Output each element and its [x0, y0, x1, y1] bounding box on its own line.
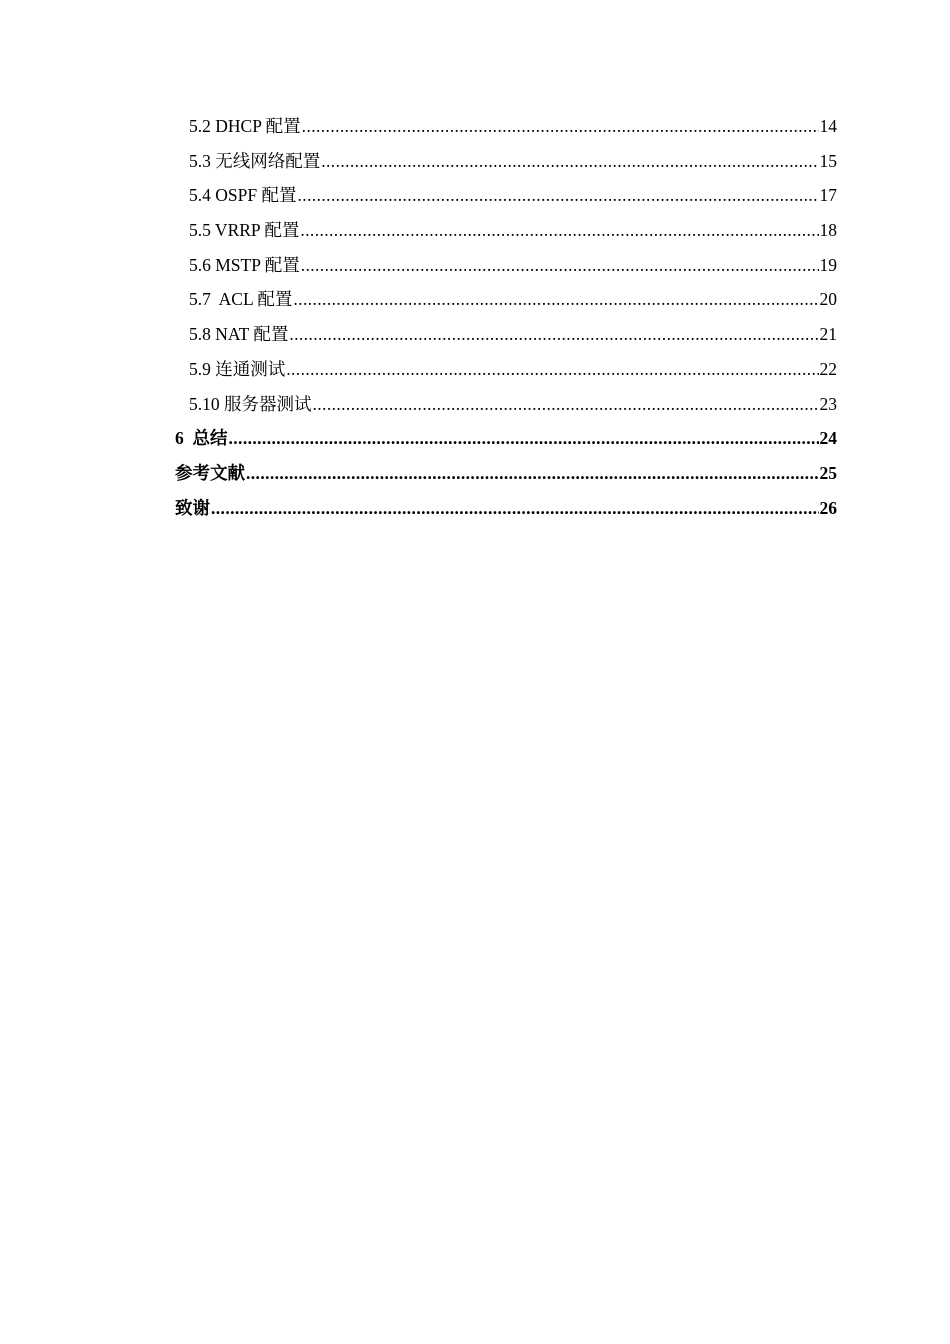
toc-entry-5-6[interactable]	[175, 248, 837, 283]
toc-entry-label: 6 总结	[175, 428, 228, 449]
toc-entry-5-9[interactable]	[175, 352, 837, 387]
toc-dot-leader	[229, 421, 819, 456]
toc-dot-leader	[211, 491, 819, 526]
toc-page-number: 15	[819, 150, 837, 171]
toc-page-number: 21	[819, 324, 837, 345]
toc-page-number: 17	[819, 185, 837, 206]
toc-page-number: 25	[819, 462, 837, 483]
toc-page-number: 14	[819, 116, 837, 136]
toc-entry-5-2[interactable]	[175, 109, 837, 144]
toc-page-number: 20	[819, 289, 837, 310]
toc-entry-5-8[interactable]	[175, 317, 837, 352]
toc-dot-leader	[300, 213, 818, 248]
toc-dot-leader	[321, 144, 818, 179]
toc-dot-leader	[302, 109, 819, 144]
toc-page-number: 19	[819, 254, 837, 275]
toc-entry-5-10[interactable]	[175, 387, 837, 422]
toc-entry-label: 5.9 连通测试	[189, 358, 286, 379]
toc-entry-label: 致谢	[175, 497, 210, 518]
toc-dot-leader	[289, 317, 818, 352]
toc-entry-5-4[interactable]	[175, 178, 837, 213]
toc-entry-label: 5.7 ACL 配置	[189, 289, 293, 310]
toc-entry-5-5[interactable]	[175, 213, 837, 248]
toc-dot-leader	[246, 456, 819, 491]
toc-entry-label: 5.2 DHCP 配置	[189, 116, 301, 136]
toc-dot-leader	[297, 178, 818, 213]
toc-entry-label: 5.6 MSTP 配置	[189, 254, 300, 275]
toc-entry-label: 参考文献	[175, 462, 245, 483]
toc-page-number: 18	[819, 220, 837, 241]
toc-dot-leader	[293, 282, 818, 317]
toc-page-number: 26	[819, 497, 837, 518]
toc-entry-references[interactable]	[175, 456, 837, 491]
toc-dot-leader	[313, 387, 819, 422]
toc-entry-label: 5.5 VRRP 配置	[189, 220, 300, 241]
toc-entry-5-7[interactable]	[175, 282, 837, 317]
toc-entry-label: 5.8 NAT 配置	[189, 324, 289, 345]
toc-entry-label: 5.10 服务器测试	[189, 393, 312, 414]
toc-page-number: 22	[819, 358, 837, 379]
toc-page-number: 24	[819, 428, 837, 449]
toc-page-number: 23	[819, 393, 837, 414]
toc-entry-label: 5.4 OSPF 配置	[189, 185, 297, 206]
toc-entry-label: 5.3 无线网络配置	[189, 150, 321, 171]
toc-dot-leader	[301, 248, 819, 283]
table-of-contents	[175, 109, 837, 525]
toc-entry-5-3[interactable]	[175, 144, 837, 179]
toc-dot-leader	[286, 352, 818, 387]
toc-entry-6[interactable]	[175, 421, 837, 456]
toc-entry-acknowledgements[interactable]	[175, 491, 837, 526]
